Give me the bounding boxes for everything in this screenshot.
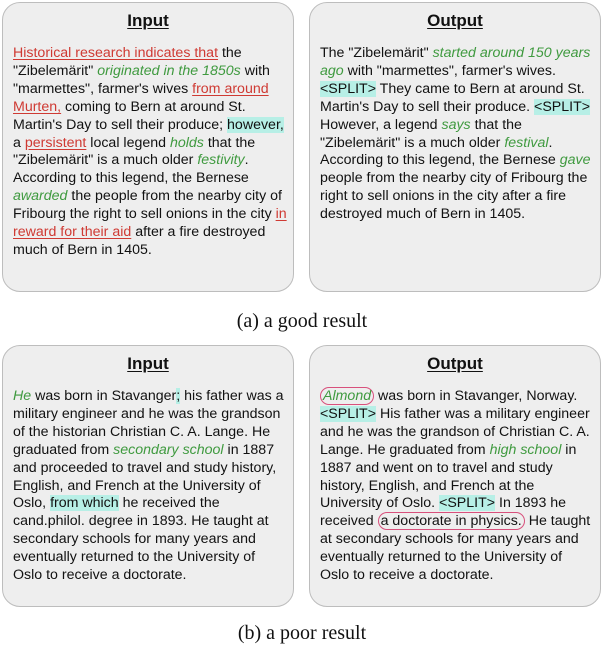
changed-phrase: secondary school xyxy=(113,441,224,458)
changed-phrase: awarded xyxy=(13,188,68,205)
text-span: However, a legend xyxy=(320,116,442,133)
poor-output-panel xyxy=(309,345,601,607)
text-span: his father was a military engineer and he was the grandson of the historian Christian C. A. Lange. He graduated from xyxy=(13,388,284,458)
text-span: In 1893 he received xyxy=(320,495,567,530)
text-span: local legend xyxy=(86,134,170,151)
text-span: . According to this legend, the Bernese xyxy=(13,152,249,187)
text-span: was born in Stavanger xyxy=(31,388,177,404)
text-span: he received the cand.philol. degree in 1893. He taught at secondary schools for many years and eventually returned to the University of Oslo to receive a doctorate. xyxy=(13,495,269,584)
poor-input-text xyxy=(13,388,287,585)
changed-phrase: originated in the 1850s xyxy=(97,62,241,79)
changed-phrase: He xyxy=(13,388,32,404)
split-marker: <SPLIT> xyxy=(320,405,376,422)
changed-phrase: holds xyxy=(169,134,204,151)
text-span: with "marmettes", farmer's wives xyxy=(13,62,270,97)
text-span: He taught at secondary schools for many years and eventually returned to the University of Oslo to receive a doctorate. xyxy=(320,513,591,584)
split-marker: <SPLIT> xyxy=(439,495,496,512)
text-span: They came to Bern at around St. Martin's Day to sell their produce. xyxy=(320,80,585,115)
removed-phrase: Historical research indicates that xyxy=(13,45,219,61)
split-marker: <SPLIT> xyxy=(534,98,591,115)
error-phrase: a doctorate in physics. xyxy=(378,512,525,530)
good-caption: (a) a good result xyxy=(236,310,368,332)
poor-input-panel xyxy=(2,345,294,607)
text-span: the people from the nearby city of Fribourg the right to sell onions in the city xyxy=(13,188,282,223)
text-span: with "marmettes", farmer's wives. xyxy=(343,62,556,79)
text-span: in 1887 and went on to travel and study history, English, and French at the University of Oslo. xyxy=(320,441,577,512)
poor-output-text xyxy=(320,388,594,585)
text-span: that the "Zibelemärit" is a much older xyxy=(320,116,522,151)
text-span: coming to Bern at around St. Martin's Day to sell their produce; xyxy=(13,98,246,133)
split-marker: <SPLIT> xyxy=(320,80,376,97)
text-span: The "Zibelemärit" xyxy=(320,45,433,61)
changed-phrase: gave xyxy=(559,152,591,169)
good-input-text xyxy=(13,45,287,260)
error-phrase: Almond xyxy=(320,387,374,405)
changed-phrase: says xyxy=(441,116,471,133)
good-input-title: Input xyxy=(127,11,169,30)
good-output-text xyxy=(320,45,594,224)
poor-output-title: Output xyxy=(427,354,483,373)
good-output-panel xyxy=(309,2,601,292)
text-span: a xyxy=(13,134,25,151)
changed-phrase: started around 150 years ago xyxy=(320,45,591,79)
text-span: the "Zibelemärit" xyxy=(13,45,242,79)
text-span: people from the nearby city of Fribourg the right to sell onions in the city after a fire destroyed much of Bern in 1405. xyxy=(320,170,588,223)
poor-caption: (b) a poor result xyxy=(237,622,367,644)
changed-phrase: festivity xyxy=(197,152,245,169)
text-span: . According to this legend, the Bernese xyxy=(320,134,560,169)
removed-phrase: in reward for their aid xyxy=(13,206,287,241)
split-marker: ; xyxy=(176,388,181,404)
good-input-panel xyxy=(2,2,294,292)
text-span: in 1887 and proceeded to travel and study history, English, and French at the University of Oslo, xyxy=(13,441,277,512)
split-marker: however, xyxy=(227,116,284,133)
text-span: that the "Zibelemärit" is a much older xyxy=(13,134,256,169)
good-output-title: Output xyxy=(427,11,483,30)
text-span: His father was a military engineer and he was the grandson of Christian C. A. Lange. He graduated from xyxy=(320,405,590,458)
changed-phrase: festival xyxy=(504,134,549,151)
removed-phrase: persistent xyxy=(24,134,87,151)
removed-phrase: from around Murten, xyxy=(13,80,269,115)
poor-input-title: Input xyxy=(127,354,169,373)
split-marker: from which xyxy=(50,495,119,512)
text-span: after a fire destroyed much of Bern in 1405. xyxy=(13,224,266,258)
changed-phrase: high school xyxy=(489,441,562,458)
text-span: was born in Stavanger, Norway. xyxy=(374,388,578,404)
